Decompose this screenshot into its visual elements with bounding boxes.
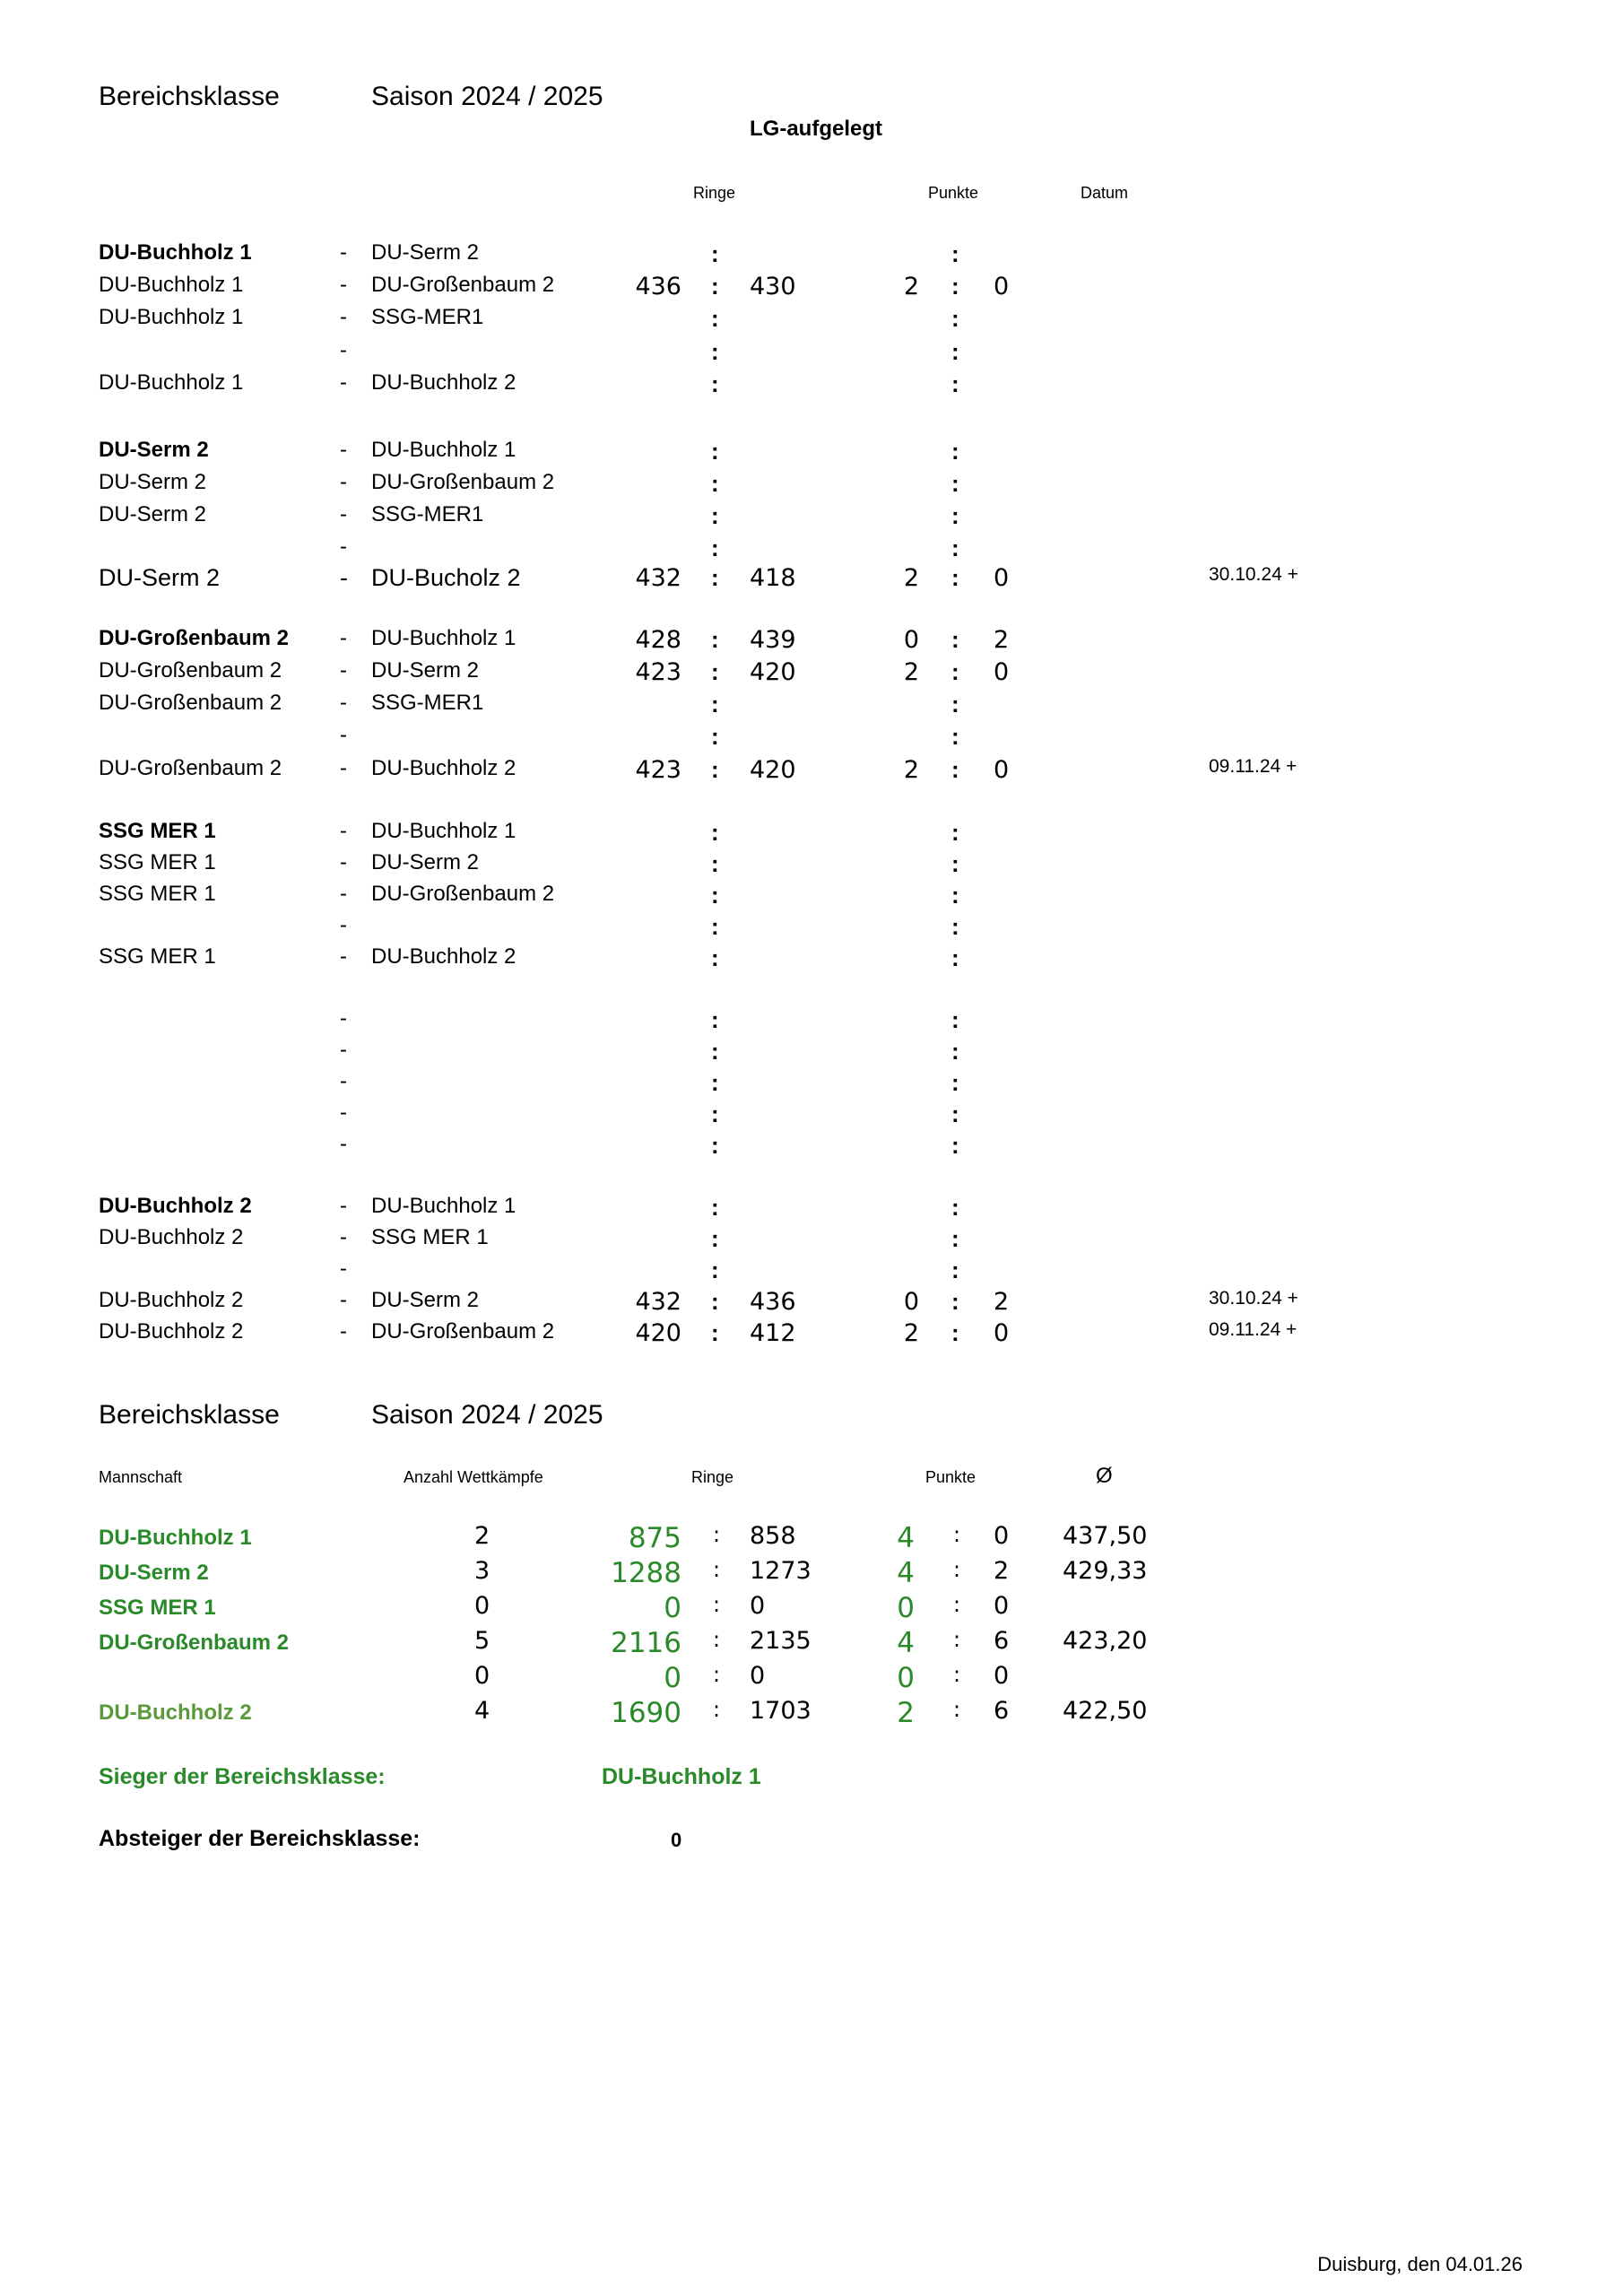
standings-points-against: 0	[994, 1522, 1010, 1550]
standings-row	[0, 1592, 1623, 1622]
rings-colon: :	[711, 564, 719, 591]
match-rings-away: 430	[750, 273, 796, 300]
match-rings-home: 432	[635, 1288, 681, 1316]
match-away-team: DU-Buchholz 2	[371, 756, 516, 780]
points-colon: :	[951, 564, 959, 591]
match-date: 09.11.24 +	[1209, 1319, 1298, 1340]
rings-colon: :	[711, 626, 719, 653]
rings-colon: :	[711, 756, 719, 783]
match-separator: -	[340, 564, 348, 591]
points-colon: :	[951, 913, 959, 940]
rings-colon: :	[711, 370, 719, 397]
standings-points-colon: :	[953, 1592, 961, 1617]
match-row	[0, 658, 1623, 689]
match-home-team: SSG MER 1	[99, 944, 216, 969]
match-separator: -	[340, 338, 347, 362]
match-points-home: 2	[903, 273, 919, 300]
points-colon: :	[951, 338, 959, 365]
match-separator: -	[340, 756, 347, 780]
match-away-team: DU-Buchholz 1	[371, 438, 516, 462]
match-home-team: DU-Buchholz 2	[99, 1225, 244, 1249]
match-row	[0, 691, 1623, 721]
standings-rings-for: 1288	[611, 1557, 681, 1589]
points-colon: :	[951, 756, 959, 783]
match-points-away: 2	[994, 1288, 1010, 1316]
match-row	[0, 535, 1623, 565]
standings-team-header: Mannschaft	[99, 1468, 183, 1486]
match-home-team: DU-Serm 2	[99, 438, 209, 462]
match-home-team: DU-Buchholz 1	[99, 240, 252, 265]
standings-punkte-header: Punkte	[925, 1468, 976, 1486]
points-colon: :	[951, 502, 959, 529]
match-separator: -	[340, 626, 347, 650]
standings-points-colon: :	[953, 1557, 961, 1582]
standings-count: 5	[474, 1627, 490, 1655]
standings-team: DU-Buchholz 2	[99, 1700, 252, 1725]
match-home-team: SSG MER 1	[99, 819, 216, 843]
match-rings-away: 436	[750, 1288, 796, 1316]
standings-points-for: 0	[897, 1662, 915, 1694]
match-separator: -	[340, 658, 347, 683]
standings-row	[0, 1627, 1623, 1657]
standings-points-against: 0	[994, 1592, 1010, 1620]
standings-rings-colon: :	[713, 1522, 721, 1547]
rings-colon: :	[711, 1100, 719, 1127]
rings-colon: :	[711, 502, 719, 529]
standings-ringe-header: Ringe	[691, 1468, 734, 1486]
match-away-team: SSG-MER1	[371, 691, 484, 715]
rings-colon: :	[711, 1319, 719, 1346]
match-rings-home: 420	[635, 1319, 681, 1347]
match-row	[0, 1257, 1623, 1287]
match-rings-away: 418	[750, 564, 796, 592]
standings-points-for: 2	[897, 1697, 915, 1729]
standings-count: 4	[474, 1697, 490, 1725]
league-title: Bereichsklasse	[99, 82, 280, 111]
match-away-team: DU-Buchholz 2	[371, 944, 516, 969]
points-colon: :	[951, 658, 959, 685]
standings-points-for: 4	[897, 1627, 915, 1659]
winner-value: DU-Buchholz 1	[602, 1764, 761, 1789]
rings-colon: :	[711, 535, 719, 561]
match-date: 30.10.24 +	[1209, 1288, 1298, 1309]
match-row	[0, 882, 1623, 912]
season-title: Saison 2024 / 2025	[371, 82, 603, 111]
rings-colon: :	[711, 819, 719, 846]
match-row	[0, 626, 1623, 657]
match-separator: -	[340, 240, 347, 265]
standings-rings-against: 1703	[750, 1697, 812, 1725]
match-separator: -	[340, 913, 347, 937]
points-colon: :	[951, 850, 959, 877]
standings-count: 0	[474, 1662, 490, 1690]
match-points-home: 2	[903, 564, 919, 592]
match-row	[0, 913, 1623, 944]
match-row	[0, 1038, 1623, 1068]
points-colon: :	[951, 470, 959, 497]
match-points-home: 2	[903, 658, 919, 686]
match-rings-away: 412	[750, 1319, 796, 1347]
match-row	[0, 438, 1623, 468]
match-rings-away: 420	[750, 658, 796, 686]
standings-count: 0	[474, 1592, 490, 1620]
match-home-team: SSG MER 1	[99, 882, 216, 906]
standings-rings-against: 2135	[750, 1627, 812, 1655]
standings-rings-against: 1273	[750, 1557, 812, 1585]
match-points-away: 0	[994, 1319, 1010, 1347]
match-home-team: DU-Buchholz 2	[99, 1319, 244, 1344]
standings-team: DU-Serm 2	[99, 1561, 209, 1585]
match-separator: -	[340, 1288, 347, 1312]
standings-average: 422,50	[1063, 1697, 1148, 1725]
standings-rings-colon: :	[713, 1557, 721, 1582]
match-away-team: DU-Buchholz 1	[371, 1194, 516, 1218]
match-home-team: DU-Großenbaum 2	[99, 691, 282, 715]
points-colon: :	[951, 691, 959, 718]
match-away-team: SSG-MER1	[371, 502, 484, 526]
match-rings-home: 428	[635, 626, 681, 654]
datum-header: Datum	[1081, 184, 1129, 202]
match-points-home: 0	[903, 1288, 919, 1316]
standings-count-header: Anzahl Wettkämpfe	[404, 1468, 543, 1486]
match-row	[0, 1225, 1623, 1256]
standings-points-against: 0	[994, 1662, 1010, 1690]
rings-colon: :	[711, 438, 719, 465]
points-colon: :	[951, 1038, 959, 1065]
match-away-team: DU-Serm 2	[371, 240, 480, 265]
footer-date: Duisburg, den 04.01.26	[1317, 2253, 1523, 2275]
match-rings-home: 436	[635, 273, 681, 300]
match-home-team: DU-Großenbaum 2	[99, 756, 282, 780]
match-home-team: DU-Buchholz 1	[99, 305, 244, 329]
standings-rings-colon: :	[713, 1662, 721, 1687]
match-points-away: 0	[994, 273, 1010, 300]
rings-colon: :	[711, 1038, 719, 1065]
points-colon: :	[951, 535, 959, 561]
match-separator: -	[340, 819, 347, 843]
match-row	[0, 564, 1623, 595]
match-separator: -	[340, 535, 347, 559]
match-separator: -	[340, 850, 347, 874]
match-row	[0, 240, 1623, 271]
standings-points-for: 0	[897, 1592, 915, 1624]
match-row	[0, 1194, 1623, 1224]
points-colon: :	[951, 819, 959, 846]
standings-team: DU-Buchholz 1	[99, 1526, 252, 1550]
match-separator: -	[340, 723, 347, 747]
standings-team: DU-Großenbaum 2	[99, 1631, 290, 1655]
points-colon: :	[951, 626, 959, 653]
match-rings-home: 423	[635, 756, 681, 784]
match-separator: -	[340, 502, 347, 526]
points-colon: :	[951, 1225, 959, 1252]
match-separator: -	[340, 944, 347, 969]
match-separator: -	[340, 691, 347, 715]
match-row	[0, 1319, 1623, 1350]
rings-colon: :	[711, 913, 719, 940]
match-away-team: DU-Serm 2	[371, 658, 480, 683]
relegation-value: 0	[671, 1829, 682, 1851]
match-rings-home: 423	[635, 658, 681, 686]
rings-colon: :	[711, 240, 719, 267]
standings-rings-colon: :	[713, 1592, 721, 1617]
rings-colon: :	[711, 850, 719, 877]
standings-points-colon: :	[953, 1522, 961, 1547]
points-colon: :	[951, 370, 959, 397]
match-home-team: DU-Serm 2	[99, 564, 221, 591]
winner-label: Sieger der Bereichsklasse:	[99, 1764, 386, 1789]
standings-row	[0, 1522, 1623, 1552]
season-title-2: Saison 2024 / 2025	[371, 1400, 603, 1430]
match-separator: -	[340, 273, 347, 297]
match-separator: -	[340, 1257, 347, 1281]
match-points-away: 0	[994, 658, 1010, 686]
match-separator: -	[340, 1038, 347, 1062]
rings-colon: :	[711, 338, 719, 365]
rings-colon: :	[711, 1132, 719, 1159]
rings-colon: :	[711, 1069, 719, 1096]
match-row	[0, 338, 1623, 369]
rings-colon: :	[711, 1288, 719, 1315]
match-home-team: DU-Serm 2	[99, 470, 207, 494]
match-rings-away: 439	[750, 626, 796, 654]
rings-colon: :	[711, 1257, 719, 1283]
match-separator: -	[340, 305, 347, 329]
ringe-header: Ringe	[693, 184, 736, 202]
match-points-away: 2	[994, 626, 1010, 654]
points-colon: :	[951, 1006, 959, 1033]
match-away-team: DU-Großenbaum 2	[371, 273, 555, 297]
points-colon: :	[951, 1319, 959, 1346]
standings-avg-header: Ø	[1096, 1464, 1113, 1488]
standings-points-for: 4	[897, 1522, 915, 1554]
punkte-header: Punkte	[928, 184, 979, 202]
standings-average: 423,20	[1063, 1627, 1148, 1655]
rings-colon: :	[711, 1006, 719, 1033]
standings-rings-against: 0	[750, 1592, 766, 1620]
standings-rings-colon: :	[713, 1627, 721, 1652]
relegation-label: Absteiger der Bereichsklasse:	[99, 1826, 421, 1851]
league-title-2: Bereichsklasse	[99, 1400, 280, 1430]
points-colon: :	[951, 1069, 959, 1096]
match-row	[0, 502, 1623, 533]
match-row	[0, 819, 1623, 849]
match-date: 30.10.24 +	[1209, 564, 1298, 585]
rings-colon: :	[711, 944, 719, 971]
match-home-team: DU-Buchholz 2	[99, 1288, 244, 1312]
match-row	[0, 273, 1623, 303]
points-colon: :	[951, 723, 959, 750]
match-row	[0, 1288, 1623, 1318]
standings-rings-against: 0	[750, 1662, 766, 1690]
match-away-team: DU-Buchholz 1	[371, 626, 516, 650]
match-row	[0, 370, 1623, 401]
standings-team: SSG MER 1	[99, 1596, 216, 1620]
match-points-away: 0	[994, 564, 1010, 592]
standings-average: 429,33	[1063, 1557, 1148, 1585]
match-row	[0, 756, 1623, 787]
match-rings-home: 432	[635, 564, 681, 592]
standings-rings-for: 0	[664, 1592, 681, 1624]
rings-colon: :	[711, 723, 719, 750]
match-away-team: SSG-MER1	[371, 305, 484, 329]
standings-rings-for: 1690	[611, 1697, 681, 1729]
match-date: 09.11.24 +	[1209, 756, 1298, 777]
standings-count: 3	[474, 1557, 490, 1585]
match-rings-away: 420	[750, 756, 796, 784]
standings-rings-against: 858	[750, 1522, 796, 1550]
match-separator: -	[340, 370, 347, 395]
points-colon: :	[951, 1100, 959, 1127]
points-colon: :	[951, 1194, 959, 1221]
match-row	[0, 1100, 1623, 1131]
points-colon: :	[951, 305, 959, 332]
match-separator: -	[340, 1194, 347, 1218]
match-away-team: DU-Serm 2	[371, 850, 480, 874]
match-home-team: DU-Buchholz 1	[99, 370, 244, 395]
rings-colon: :	[711, 1194, 719, 1221]
standings-rings-for: 875	[628, 1522, 681, 1554]
rings-colon: :	[711, 658, 719, 685]
points-colon: :	[951, 273, 959, 300]
match-separator: -	[340, 470, 347, 494]
rings-colon: :	[711, 273, 719, 300]
points-colon: :	[951, 1257, 959, 1283]
match-row	[0, 944, 1623, 975]
match-separator: -	[340, 1069, 347, 1093]
rings-colon: :	[711, 691, 719, 718]
rings-colon: :	[711, 305, 719, 332]
standings-points-against: 6	[994, 1697, 1010, 1725]
points-colon: :	[951, 240, 959, 267]
match-row	[0, 723, 1623, 753]
points-colon: :	[951, 944, 959, 971]
match-row	[0, 1006, 1623, 1037]
points-colon: :	[951, 882, 959, 909]
standings-count: 2	[474, 1522, 490, 1550]
discipline-title: LG-aufgelegt	[750, 117, 882, 141]
match-points-away: 0	[994, 756, 1010, 784]
points-colon: :	[951, 438, 959, 465]
match-separator: -	[340, 1100, 347, 1125]
match-home-team: DU-Großenbaum 2	[99, 626, 290, 650]
standings-points-colon: :	[953, 1627, 961, 1652]
match-home-team: DU-Buchholz 2	[99, 1194, 252, 1218]
standings-row	[0, 1697, 1623, 1727]
match-row	[0, 305, 1623, 335]
standings-points-colon: :	[953, 1697, 961, 1722]
match-row	[0, 1069, 1623, 1100]
match-row	[0, 850, 1623, 881]
standings-rings-for: 0	[664, 1662, 681, 1694]
standings-points-for: 4	[897, 1557, 915, 1589]
match-separator: -	[340, 1319, 347, 1344]
match-away-team: DU-Buchholz 1	[371, 819, 516, 843]
match-separator: -	[340, 438, 347, 462]
match-separator: -	[340, 1132, 347, 1156]
standings-points-against: 2	[994, 1557, 1010, 1585]
standings-rings-colon: :	[713, 1697, 721, 1722]
match-home-team: SSG MER 1	[99, 850, 216, 874]
rings-colon: :	[711, 470, 719, 497]
match-separator: -	[340, 882, 347, 906]
standings-row	[0, 1662, 1623, 1692]
match-separator: -	[340, 1006, 347, 1031]
match-home-team: DU-Großenbaum 2	[99, 658, 282, 683]
rings-colon: :	[711, 1225, 719, 1252]
match-separator: -	[340, 1225, 347, 1249]
match-away-team: DU-Bucholz 2	[371, 564, 521, 591]
standings-points-colon: :	[953, 1662, 961, 1687]
match-away-team: DU-Großenbaum 2	[371, 1319, 555, 1344]
match-row	[0, 1132, 1623, 1162]
standings-points-against: 6	[994, 1627, 1010, 1655]
match-points-home: 2	[903, 1319, 919, 1347]
points-colon: :	[951, 1288, 959, 1315]
match-points-home: 0	[903, 626, 919, 654]
match-away-team: DU-Großenbaum 2	[371, 882, 555, 906]
match-away-team: DU-Buchholz 2	[371, 370, 516, 395]
standings-average: 437,50	[1063, 1522, 1148, 1550]
rings-colon: :	[711, 882, 719, 909]
match-home-team: DU-Serm 2	[99, 502, 207, 526]
points-colon: :	[951, 1132, 959, 1159]
match-points-home: 2	[903, 756, 919, 784]
match-row	[0, 470, 1623, 500]
standings-row	[0, 1557, 1623, 1587]
match-home-team: DU-Buchholz 1	[99, 273, 244, 297]
match-away-team: SSG MER 1	[371, 1225, 489, 1249]
match-away-team: DU-Großenbaum 2	[371, 470, 555, 494]
match-away-team: DU-Serm 2	[371, 1288, 480, 1312]
standings-rings-for: 2116	[611, 1627, 681, 1659]
